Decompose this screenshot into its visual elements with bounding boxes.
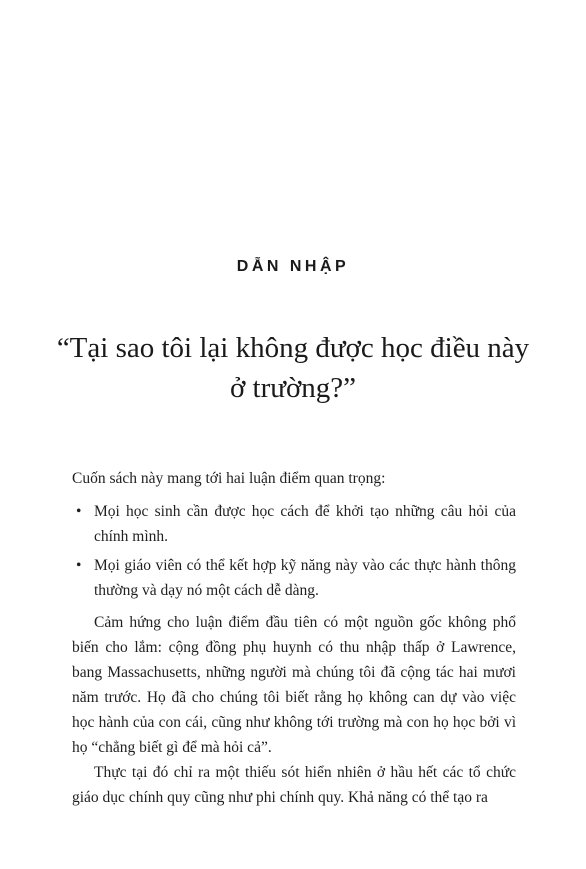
bullet-item — [72, 553, 516, 603]
body-paragraph: Cảm hứng cho luận điểm đầu tiên có một nguồn gốc không phổ biến cho lắm: cộng đồng phụ huynh có thu nhập thấp ở Lawrence, bang Massachusetts, những người mà chúng tôi đã cộng tác hai mươi năm trước. Họ đã cho chúng tôi biết rằng họ không can dự vào việc học hành của con cái, cũng như không tới trường mà con họ học bởi vì họ “chẳng biết gì để mà hỏi cả”. — [72, 614, 516, 756]
bullet-text: Mọi học sinh cần được học cách để khởi tạo những câu hỏi của chính mình. — [94, 503, 516, 545]
chapter-title-line-2: ở trường?” — [229, 372, 357, 404]
body-text — [72, 466, 516, 810]
bullet-dot: • — [76, 503, 82, 520]
bullet-dot: • — [76, 557, 82, 574]
bullet-list — [72, 499, 516, 603]
body-paragraph: Thực tại đó chỉ ra một thiếu sót hiển nhiên ở hầu hết các tổ chức giáo dục chính quy cũng như phi chính quy. Khả năng có thể tạo ra — [72, 764, 516, 806]
bullet-item — [72, 499, 516, 549]
bullet-text: Mọi giáo viên có thể kết hợp kỹ năng này vào các thực hành thông thường và dạy nó một cách dễ dàng. — [94, 557, 516, 599]
chapter-title-line-1: “Tại sao tôi lại không được học điều này — [56, 332, 530, 364]
chapter-label: DẪN NHẬP — [236, 258, 350, 275]
intro-paragraph: Cuốn sách này mang tới hai luận điểm quan trọng: — [72, 470, 386, 487]
chapter-title — [40, 328, 546, 408]
